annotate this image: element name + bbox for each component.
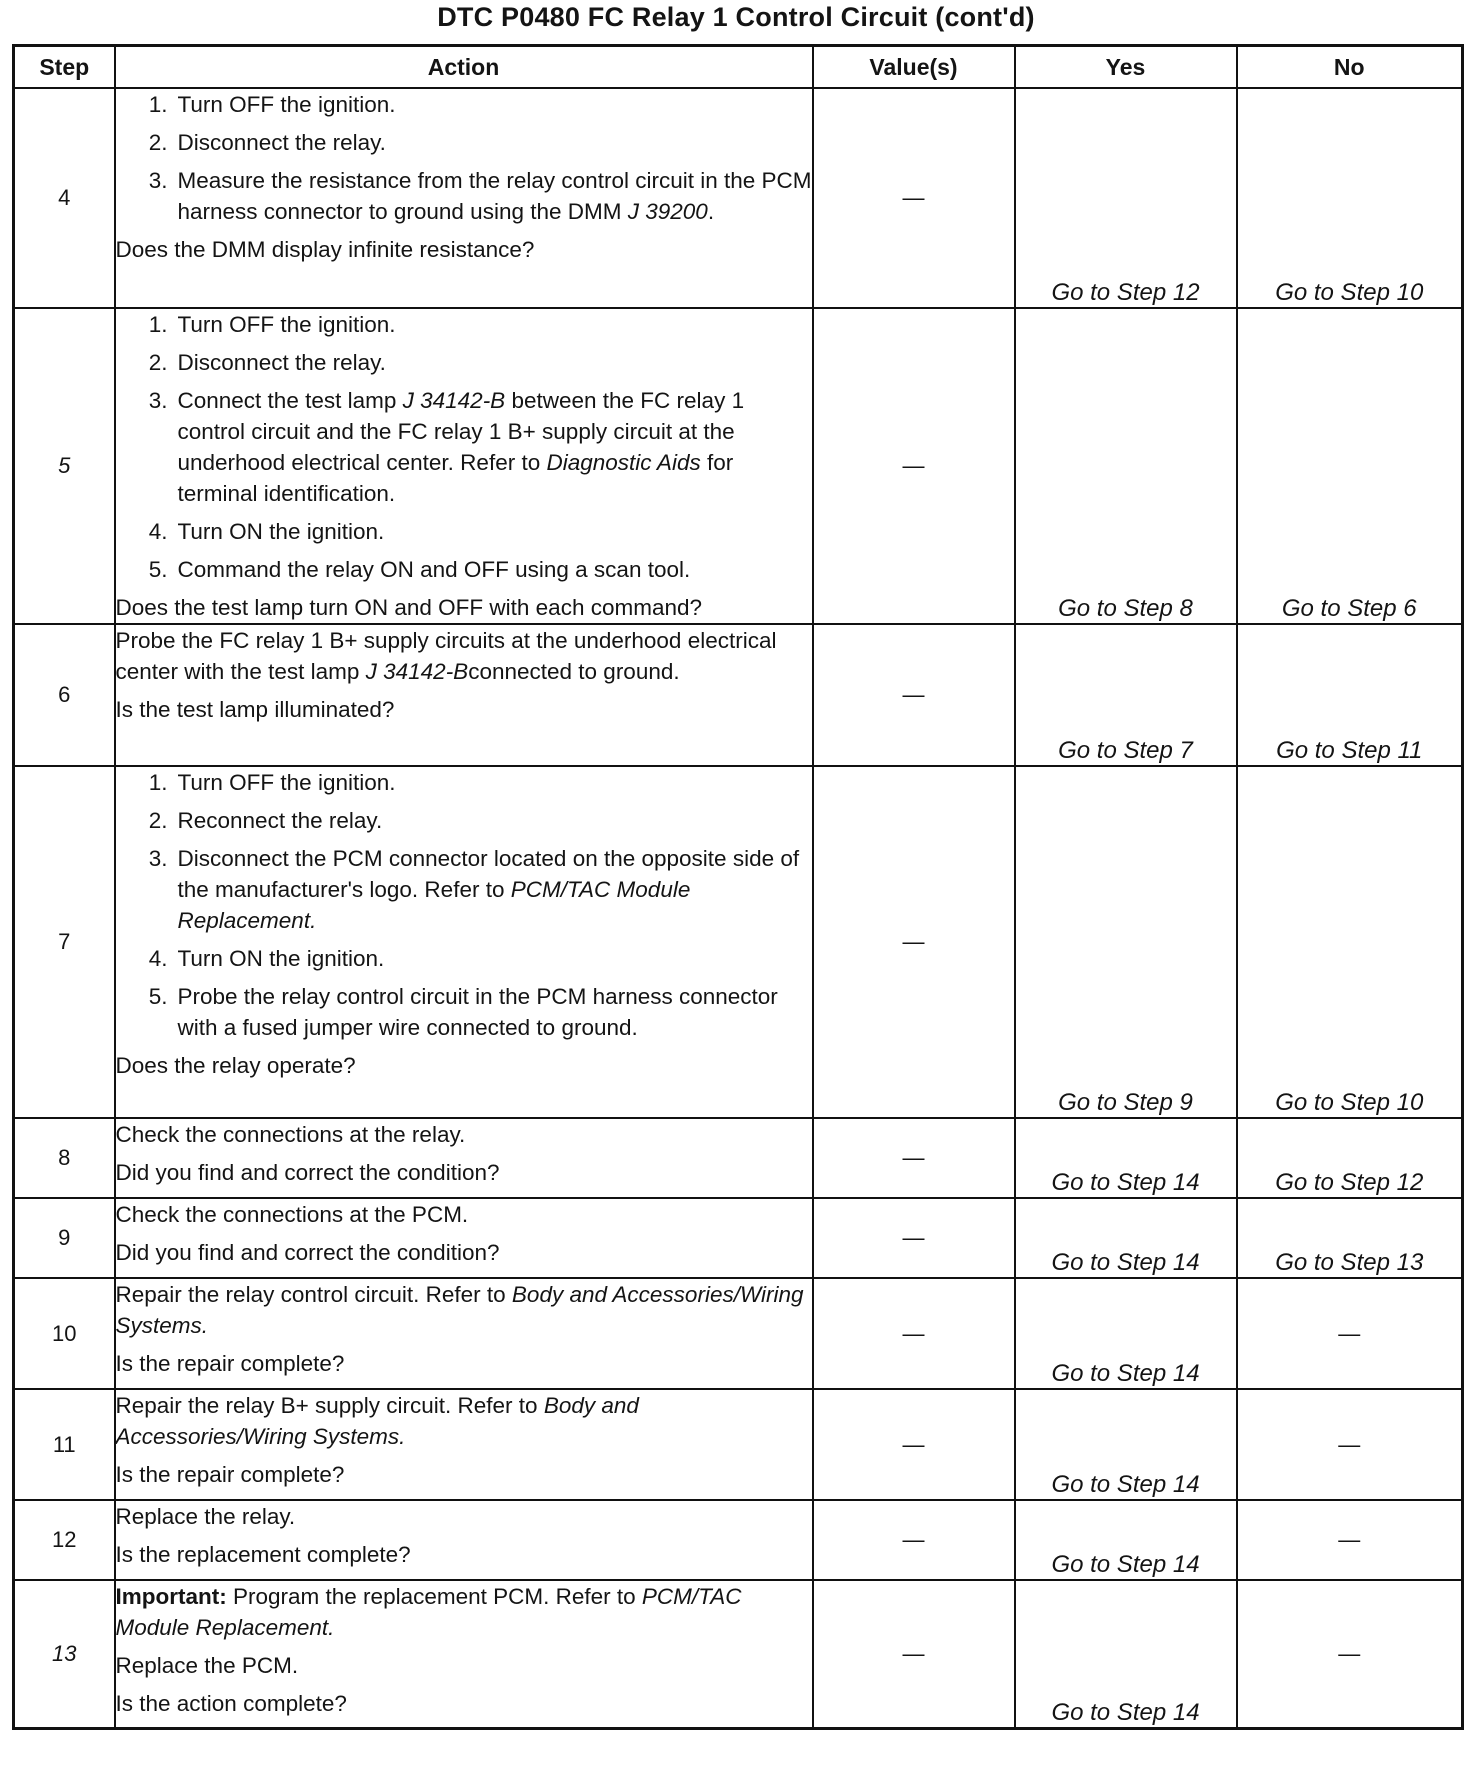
question: Does the relay operate? — [115, 1053, 356, 1078]
table-row — [14, 766, 1463, 1118]
item-text: Disconnect the relay. — [177, 130, 386, 155]
diagnostic-table — [12, 44, 1464, 1730]
yes-cell: Go to Step 7 — [1015, 624, 1237, 766]
step-number: 4 — [14, 88, 115, 308]
no-cell: Go to Step 12 — [1237, 1118, 1463, 1198]
table-row — [14, 1389, 1463, 1500]
header-step: Step — [14, 46, 115, 89]
question: Is the repair complete? — [115, 1351, 345, 1376]
table-row — [14, 88, 1463, 308]
no-cell: — — [1237, 1580, 1463, 1728]
action-text: Check the connections at the PCM. — [115, 1202, 469, 1227]
question: Is the test lamp illuminated? — [115, 697, 395, 722]
item-number: 5. — [148, 984, 168, 1009]
step-number: 10 — [14, 1278, 115, 1389]
value-cell: — — [813, 624, 1015, 766]
item-text: Reconnect the relay. — [177, 808, 383, 833]
item-number: 1. — [148, 770, 168, 795]
value-cell: — — [813, 88, 1015, 308]
important-label: Important: — [115, 1584, 227, 1609]
no-cell: Go to Step 13 — [1237, 1198, 1463, 1278]
action-cell — [115, 1278, 813, 1389]
action-text: Check the connections at the relay. — [115, 1122, 466, 1147]
yes-cell: Go to Step 9 — [1015, 766, 1237, 1118]
table-row — [14, 1580, 1463, 1728]
table-row — [14, 308, 1463, 624]
action-text: Probe the FC relay 1 B+ supply circuits at the underhood electrical center with the test lamp J 34142-Bconnected to ground. — [115, 628, 777, 684]
no-cell: — — [1237, 1278, 1463, 1389]
item-text: Measure the resistance from the relay control circuit in the PCM harness connector to ground using the DMM J 39200. — [177, 168, 812, 224]
table-row — [14, 1198, 1463, 1278]
no-cell: — — [1237, 1389, 1463, 1500]
action-cell — [115, 1389, 813, 1500]
yes-cell: Go to Step 8 — [1015, 308, 1237, 624]
page-title: DTC P0480 FC Relay 1 Control Circuit (cont'd) — [437, 2, 1035, 32]
action-cell — [115, 88, 813, 308]
yes-cell: Go to Step 14 — [1015, 1198, 1237, 1278]
yes-cell: Go to Step 14 — [1015, 1278, 1237, 1389]
action-cell — [115, 1500, 813, 1580]
yes-cell: Go to Step 14 — [1015, 1118, 1237, 1198]
action-cell — [115, 308, 813, 624]
header-no: No — [1237, 46, 1463, 89]
no-cell: Go to Step 10 — [1237, 88, 1463, 308]
step-number: 11 — [14, 1389, 115, 1500]
item-text: Turn OFF the ignition. — [177, 92, 396, 117]
table-row — [14, 1500, 1463, 1580]
action-text: Repair the relay control circuit. Refer to Body and Accessories/Wiring Systems. — [115, 1282, 804, 1338]
item-number: 3. — [148, 846, 168, 871]
action-cell — [115, 1198, 813, 1278]
header-action: Action — [115, 46, 813, 89]
item-text: Disconnect the relay. — [177, 350, 386, 375]
step-number: 8 — [14, 1118, 115, 1198]
no-cell: Go to Step 10 — [1237, 766, 1463, 1118]
step-number: 9 — [14, 1198, 115, 1278]
no-cell: — — [1237, 1500, 1463, 1580]
item-text: Turn OFF the ignition. — [177, 312, 396, 337]
value-cell: — — [813, 1389, 1015, 1500]
item-text: Command the relay ON and OFF using a scan tool. — [177, 557, 691, 582]
item-number: 2. — [148, 130, 168, 155]
item-number: 4. — [148, 519, 168, 544]
value-cell: — — [813, 1198, 1015, 1278]
step-number: 13 — [14, 1580, 115, 1728]
item-text: Turn ON the ignition. — [177, 946, 385, 971]
step-number: 12 — [14, 1500, 115, 1580]
value-cell: — — [813, 1118, 1015, 1198]
step-number: 5 — [14, 308, 115, 624]
item-number: 5. — [148, 557, 168, 582]
value-cell: — — [813, 1278, 1015, 1389]
header-values: Value(s) — [813, 46, 1015, 89]
item-number: 4. — [148, 946, 168, 971]
question: Is the repair complete? — [115, 1462, 345, 1487]
action-cell — [115, 624, 813, 766]
table-row — [14, 1278, 1463, 1389]
action-text: Replace the relay. — [115, 1504, 296, 1529]
no-cell: Go to Step 11 — [1237, 624, 1463, 766]
item-text: Probe the relay control circuit in the PCM harness connector with a fused jumper wire connected to ground. — [177, 984, 778, 1040]
action-cell — [115, 1580, 813, 1728]
yes-cell: Go to Step 14 — [1015, 1500, 1237, 1580]
header-yes: Yes — [1015, 46, 1237, 89]
question: Does the DMM display infinite resistance? — [115, 237, 535, 262]
item-number: 2. — [148, 808, 168, 833]
question: Did you find and correct the condition? — [115, 1240, 500, 1265]
yes-cell: Go to Step 14 — [1015, 1580, 1237, 1728]
item-number: 1. — [148, 312, 168, 337]
action-cell — [115, 766, 813, 1118]
table-row — [14, 624, 1463, 766]
item-text: Turn ON the ignition. — [177, 519, 385, 544]
action-text: Repair the relay B+ supply circuit. Refer to Body and Accessories/Wiring Systems. — [115, 1393, 639, 1449]
action-text: Important: Program the replacement PCM. Refer to PCM/TAC Module Replacement. — [115, 1584, 742, 1640]
value-cell: — — [813, 1500, 1015, 1580]
question: Did you find and correct the condition? — [115, 1160, 500, 1185]
value-cell: — — [813, 1580, 1015, 1728]
question: Is the action complete? — [115, 1691, 347, 1716]
item-text: Disconnect the PCM connector located on the opposite side of the manufacturer's logo. Refer to PCM/TAC Module Replacement. — [177, 846, 800, 933]
step-number: 7 — [14, 766, 115, 1118]
item-number: 2. — [148, 350, 168, 375]
yes-cell: Go to Step 12 — [1015, 88, 1237, 308]
action-text: Replace the PCM. — [115, 1653, 299, 1678]
question: Is the replacement complete? — [115, 1542, 411, 1567]
item-number: 3. — [148, 168, 168, 193]
no-cell: Go to Step 6 — [1237, 308, 1463, 624]
step-number: 6 — [14, 624, 115, 766]
value-cell: — — [813, 766, 1015, 1118]
value-cell: — — [813, 308, 1015, 624]
item-number: 3. — [148, 388, 168, 413]
yes-cell: Go to Step 14 — [1015, 1389, 1237, 1500]
item-text: Turn OFF the ignition. — [177, 770, 396, 795]
question: Does the test lamp turn ON and OFF with each command? — [115, 595, 703, 620]
table-row — [14, 1118, 1463, 1198]
item-text: Connect the test lamp J 34142-B between the FC relay 1 control circuit and the FC relay 1 B+ supply circuit at the underhood electrical center. Refer to Diagnostic Aids for terminal identification. — [177, 388, 745, 506]
action-cell — [115, 1118, 813, 1198]
header-row — [14, 46, 1463, 89]
item-number: 1. — [148, 92, 168, 117]
